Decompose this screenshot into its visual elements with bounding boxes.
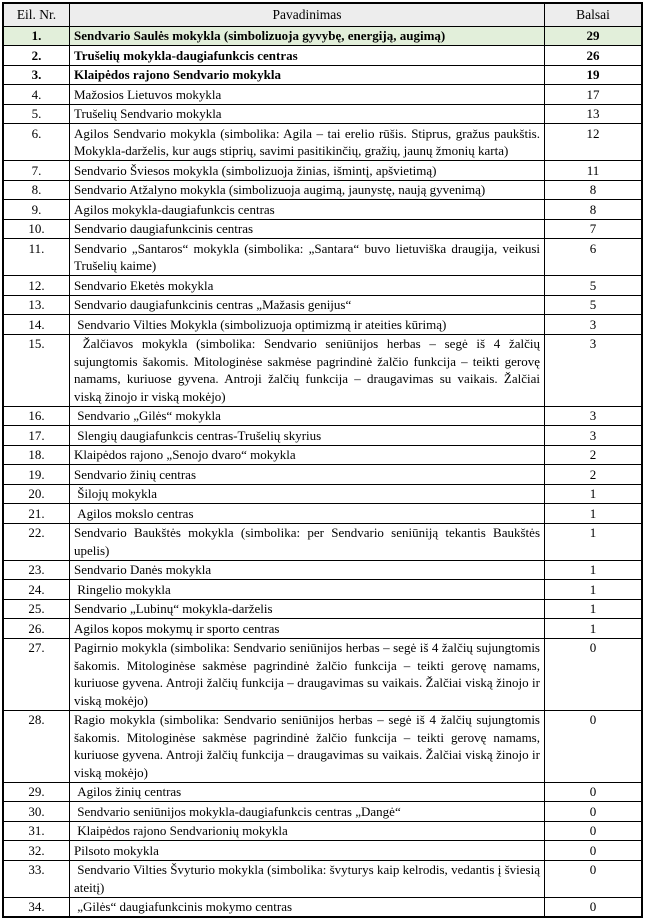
table-row (3, 46, 642, 66)
school-name-cell: Agilos Sendvario mokykla (simbolika: Agila – tai erelio rūšis. Stiprus, gražus paukštis. Mokykla-darželis, kur augs stiprių, savimi pasitikinčių, gražių, jaunų žmonių karta) (70, 124, 545, 161)
vote-count-cell: 17 (545, 85, 643, 105)
school-name-cell: Žalčiavos mokykla (simbolika: Sendvario seniūnijos herbas – segė iš 4 žalčių sujungtomis šakomis. Mitologinėse sakmėse pagrindinė žalčio funkcija – teikti gerovę namams, kuriuose gyvena. Antroji žalčių funkcija – draugavimas su vaikais. Žalčiai viską žinojo ir viską mokėjo) (70, 334, 545, 406)
vote-count-cell: 29 (545, 26, 643, 46)
table-row (3, 85, 642, 105)
table-row (3, 426, 642, 446)
table-row (3, 65, 642, 85)
vote-count-cell: 2 (545, 445, 643, 465)
school-name-cell: Slengių daugiafunkcis centras-Trušelių skyrius (70, 426, 545, 446)
table-row (3, 315, 642, 335)
table-row (3, 841, 642, 861)
row-number-cell: 28. (3, 710, 70, 782)
row-number-cell: 30. (3, 802, 70, 822)
row-number-cell: 23. (3, 560, 70, 580)
school-name-cell: Klaipėdos rajono „Senojo dvaro“ mokykla (70, 445, 545, 465)
school-name-cell: Agilos mokykla-daugiafunkcis centras (70, 200, 545, 220)
vote-count-cell: 1 (545, 580, 643, 600)
vote-count-cell: 1 (545, 504, 643, 524)
vote-count-cell: 0 (545, 897, 643, 917)
school-name-cell: Trušelių Sendvario mokykla (70, 104, 545, 124)
table-body (3, 26, 642, 917)
row-number-cell: 32. (3, 841, 70, 861)
table-row (3, 219, 642, 239)
row-number-cell: 29. (3, 782, 70, 802)
school-name-cell: Sendvario „Lubinų“ mokykla-darželis (70, 599, 545, 619)
table-row (3, 334, 642, 406)
school-name-cell: Sendvario Eketės mokykla (70, 276, 545, 296)
school-name-cell: Klaipėdos rajono Sendvario mokykla (70, 65, 545, 85)
table-row (3, 124, 642, 161)
vote-count-cell: 7 (545, 219, 643, 239)
school-name-cell: Sendvario „Santaros“ mokykla (simbolika: „Santara“ buvo lietuviška draugija, veikusi Trušelių kaime) (70, 239, 545, 276)
vote-count-cell: 8 (545, 200, 643, 220)
vote-count-cell: 12 (545, 124, 643, 161)
row-number-cell: 4. (3, 85, 70, 105)
vote-count-cell: 1 (545, 560, 643, 580)
table-row (3, 161, 642, 181)
vote-count-cell: 1 (545, 523, 643, 560)
school-name-cell: Agilos kopos mokymų ir sporto centras (70, 619, 545, 639)
row-number-cell: 20. (3, 484, 70, 504)
school-name-cell: Sendvario Danės mokykla (70, 560, 545, 580)
row-number-cell: 19. (3, 465, 70, 485)
table-row (3, 782, 642, 802)
table-row (3, 465, 642, 485)
school-name-cell: Ringelio mokykla (70, 580, 545, 600)
table-row (3, 200, 642, 220)
table-row (3, 276, 642, 296)
school-name-cell: Trušelių mokykla-daugiafunkcis centras (70, 46, 545, 66)
table-row (3, 239, 642, 276)
row-number-cell: 15. (3, 334, 70, 406)
row-number-cell: 2. (3, 46, 70, 66)
vote-count-cell: 26 (545, 46, 643, 66)
table-row (3, 638, 642, 710)
vote-count-cell: 8 (545, 180, 643, 200)
row-number-cell: 3. (3, 65, 70, 85)
table-row (3, 26, 642, 46)
school-name-cell: Pagirnio mokykla (simbolika: Sendvario seniūnijos herbas – segė iš 4 žalčių sujungtomis šakomis. Mitologinėse sakmėse pagrindinė žalčio funkcija – teikti gerovę namams, kuriuose gyvena. Antroji žalčių funkcija – draugavimas su vaikais. Žalčiai viską žinojo ir viską mokėjo) (70, 638, 545, 710)
table-row (3, 560, 642, 580)
school-name-cell: Sendvario „Gilės“ mokykla (70, 406, 545, 426)
school-name-cell: Mažosios Lietuvos mokykla (70, 85, 545, 105)
vote-count-cell: 11 (545, 161, 643, 181)
school-name-cell: Pilsoto mokykla (70, 841, 545, 861)
table-row (3, 619, 642, 639)
row-number-cell: 24. (3, 580, 70, 600)
vote-count-cell: 0 (545, 860, 643, 897)
row-number-cell: 10. (3, 219, 70, 239)
row-number-cell: 17. (3, 426, 70, 446)
table-row (3, 897, 642, 917)
row-number-cell: 8. (3, 180, 70, 200)
school-name-cell: Sendvario Saulės mokykla (simbolizuoja gyvybę, energiją, augimą) (70, 26, 545, 46)
vote-count-cell: 0 (545, 802, 643, 822)
row-number-cell: 1. (3, 26, 70, 46)
table-row (3, 821, 642, 841)
voting-results-table (2, 2, 643, 918)
vote-count-cell: 5 (545, 276, 643, 296)
table-row (3, 295, 642, 315)
table-row (3, 802, 642, 822)
table-row (3, 860, 642, 897)
column-header-eil-nr: Eil. Nr. (3, 3, 70, 26)
vote-count-cell: 1 (545, 484, 643, 504)
school-name-cell: Klaipėdos rajono Sendvarionių mokykla (70, 821, 545, 841)
table-row (3, 710, 642, 782)
row-number-cell: 22. (3, 523, 70, 560)
school-name-cell: Ragio mokykla (simbolika: Sendvario seniūnijos herbas – segė iš 4 žalčių sujungtomis šakomis. Mitologinėse sakmėse pagrindinė žalčio funkcija – teikti gerovę namams, kuriuose gyvena. Antroji žalčių funkcija – draugavimas su vaikais. Žalčiai viską žinojo ir viską mokėjo) (70, 710, 545, 782)
school-name-cell: Sendvario Šviesos mokykla (simbolizuoja žinias, išmintį, apšvietimą) (70, 161, 545, 181)
table-row (3, 484, 642, 504)
school-name-cell: Sendvario Vilties Švyturio mokykla (simbolika: švyturys kaip kelrodis, vedantis į šviesią ateitį) (70, 860, 545, 897)
vote-count-cell: 3 (545, 426, 643, 446)
vote-count-cell: 0 (545, 782, 643, 802)
school-name-cell: Sendvario Vilties Mokykla (simbolizuoja optimizmą ir ateities kūrimą) (70, 315, 545, 335)
row-number-cell: 7. (3, 161, 70, 181)
row-number-cell: 11. (3, 239, 70, 276)
school-name-cell: Sendvario Baukštės mokykla (simbolika: per Sendvario seniūniją tekantis Baukštės upelis) (70, 523, 545, 560)
table-row (3, 580, 642, 600)
table-row (3, 104, 642, 124)
row-number-cell: 34. (3, 897, 70, 917)
row-number-cell: 21. (3, 504, 70, 524)
row-number-cell: 26. (3, 619, 70, 639)
row-number-cell: 31. (3, 821, 70, 841)
vote-count-cell: 3 (545, 334, 643, 406)
vote-count-cell: 0 (545, 841, 643, 861)
school-name-cell: Agilos mokslo centras (70, 504, 545, 524)
school-name-cell: Sendvario daugiafunkcinis centras „Mažasis genijus“ (70, 295, 545, 315)
vote-count-cell: 3 (545, 406, 643, 426)
vote-count-cell: 0 (545, 710, 643, 782)
vote-count-cell: 5 (545, 295, 643, 315)
table-row (3, 504, 642, 524)
row-number-cell: 16. (3, 406, 70, 426)
column-header-pavadinimas: Pavadinimas (70, 3, 545, 26)
school-name-cell: Sendvario seniūnijos mokykla-daugiafunkcis centras „Dangė“ (70, 802, 545, 822)
table-row (3, 599, 642, 619)
vote-count-cell: 0 (545, 821, 643, 841)
row-number-cell: 14. (3, 315, 70, 335)
column-header-balsai: Balsai (545, 3, 643, 26)
table-row (3, 406, 642, 426)
vote-count-cell: 2 (545, 465, 643, 485)
row-number-cell: 25. (3, 599, 70, 619)
school-name-cell: Šilojų mokykla (70, 484, 545, 504)
vote-count-cell: 1 (545, 599, 643, 619)
header-row (3, 3, 642, 26)
row-number-cell: 27. (3, 638, 70, 710)
vote-count-cell: 1 (545, 619, 643, 639)
school-name-cell: Agilos žinių centras (70, 782, 545, 802)
school-name-cell: Sendvario Atžalyno mokykla (simbolizuoja augimą, jaunystę, naują gyvenimą) (70, 180, 545, 200)
vote-count-cell: 13 (545, 104, 643, 124)
vote-count-cell: 19 (545, 65, 643, 85)
vote-count-cell: 6 (545, 239, 643, 276)
school-name-cell: Sendvario daugiafunkcinis centras (70, 219, 545, 239)
row-number-cell: 12. (3, 276, 70, 296)
row-number-cell: 5. (3, 104, 70, 124)
school-name-cell: „Gilės“ daugiafunkcinis mokymo centras (70, 897, 545, 917)
vote-count-cell: 0 (545, 638, 643, 710)
vote-count-cell: 3 (545, 315, 643, 335)
row-number-cell: 18. (3, 445, 70, 465)
table-row (3, 523, 642, 560)
row-number-cell: 13. (3, 295, 70, 315)
table-row (3, 180, 642, 200)
table-row (3, 445, 642, 465)
school-name-cell: Sendvario žinių centras (70, 465, 545, 485)
row-number-cell: 33. (3, 860, 70, 897)
row-number-cell: 6. (3, 124, 70, 161)
row-number-cell: 9. (3, 200, 70, 220)
